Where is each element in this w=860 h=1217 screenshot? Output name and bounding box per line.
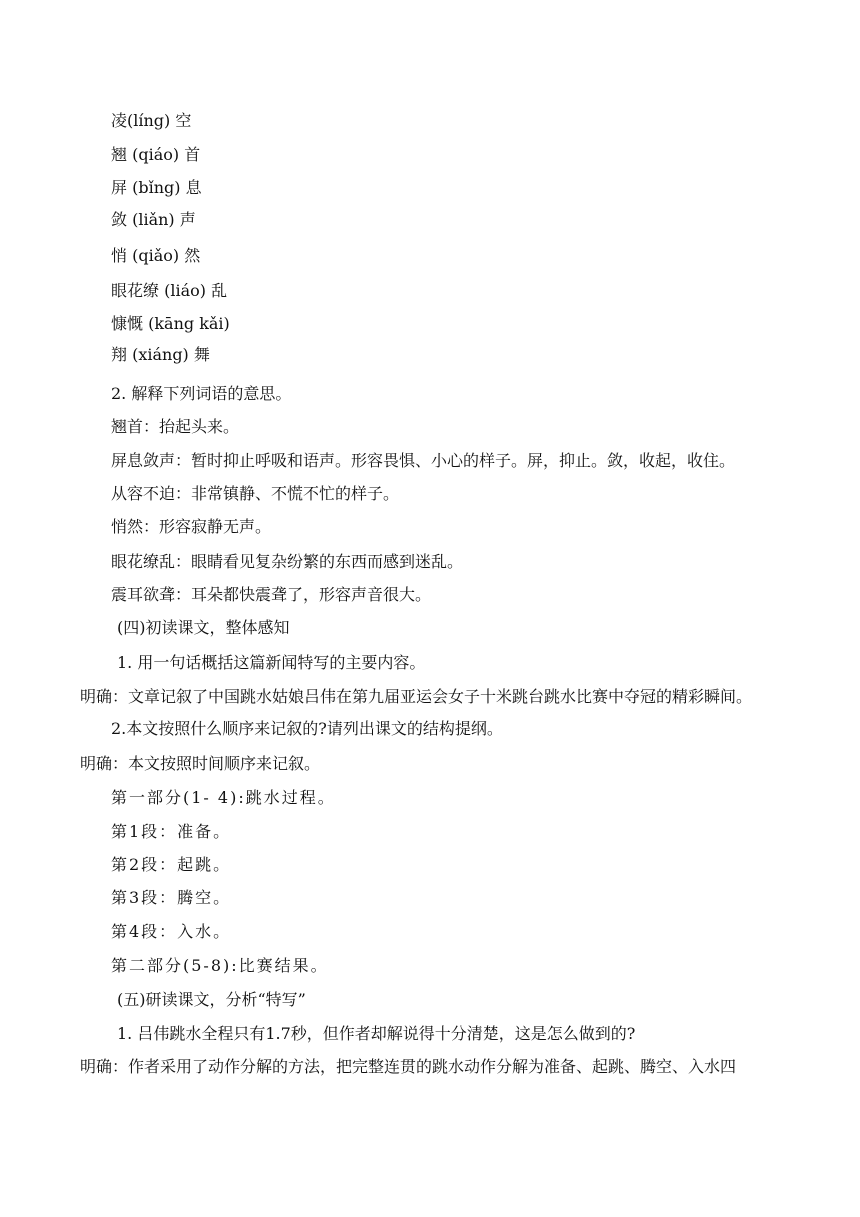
definition-item: 悄然：形容寂静无声。: [111, 517, 272, 536]
vocab-item: 凌(líng) 空: [111, 111, 192, 130]
outline-item: 第2段：起跳。: [111, 855, 232, 874]
definition-item: 眼花缭乱：眼睛看见复杂纷繁的东西而感到迷乱。: [111, 552, 464, 571]
definition-item: 屏息敛声：暂时抑止呼吸和语声。形容畏惧、小心的样子。屏，抑止。敛，收起，收住。: [111, 451, 736, 470]
outline-item: 第3段：腾空。: [111, 888, 232, 907]
definition-item: 从容不迫：非常镇静、不慌不忙的样子。: [111, 484, 400, 503]
question: 2.本文按照什么顺序来记叙的?请列出课文的结构提纲。: [111, 719, 503, 738]
answer: 明确：文章记叙了中国跳水姑娘吕伟在第九届亚运会女子十米跳台跳水比赛中夺冠的精彩瞬间。: [80, 687, 753, 706]
section-heading: (五)研读课文，分析“特写”: [117, 990, 306, 1009]
outline-item: 第二部分(5-8):比赛结果。: [111, 956, 329, 975]
definition-item: 震耳欲聋：耳朵都快震聋了，形容声音很大。: [111, 585, 432, 604]
vocab-item: 敛 (liǎn) 声: [111, 210, 196, 229]
question: 1. 吕伟跳水全程只有1.7秒，但作者却解说得十分清楚，这是怎么做到的?: [117, 1024, 636, 1043]
vocab-item: 眼花缭 (liáo) 乱: [111, 281, 228, 300]
answer: 明确：本文按照时间顺序来记叙。: [80, 754, 321, 773]
section-heading: (四)初读课文，整体感知: [117, 618, 290, 637]
question: 1. 用一句话概括这篇新闻特写的主要内容。: [117, 653, 426, 672]
vocab-item: 翔 (xiáng) 舞: [111, 345, 210, 364]
vocab-item: 屏 (bǐng) 息: [111, 178, 202, 197]
outline-item: 第4段：入水。: [111, 922, 232, 941]
vocab-item: 慷慨 (kāng kǎi): [111, 314, 230, 333]
outline-item: 第一部分(1- 4):跳水过程。: [111, 788, 336, 807]
outline-item: 第1段：准备。: [111, 822, 232, 841]
definition-item: 翘首：抬起头来。: [111, 417, 240, 436]
answer: 明确：作者采用了动作分解的方法，把完整连贯的跳水动作分解为准备、起跳、腾空、入水四: [80, 1057, 737, 1076]
task-heading: 2. 解释下列词语的意思。: [111, 384, 292, 403]
vocab-item: 翘 (qiáo) 首: [111, 145, 201, 164]
vocab-item: 悄 (qiǎo) 然: [111, 246, 201, 265]
